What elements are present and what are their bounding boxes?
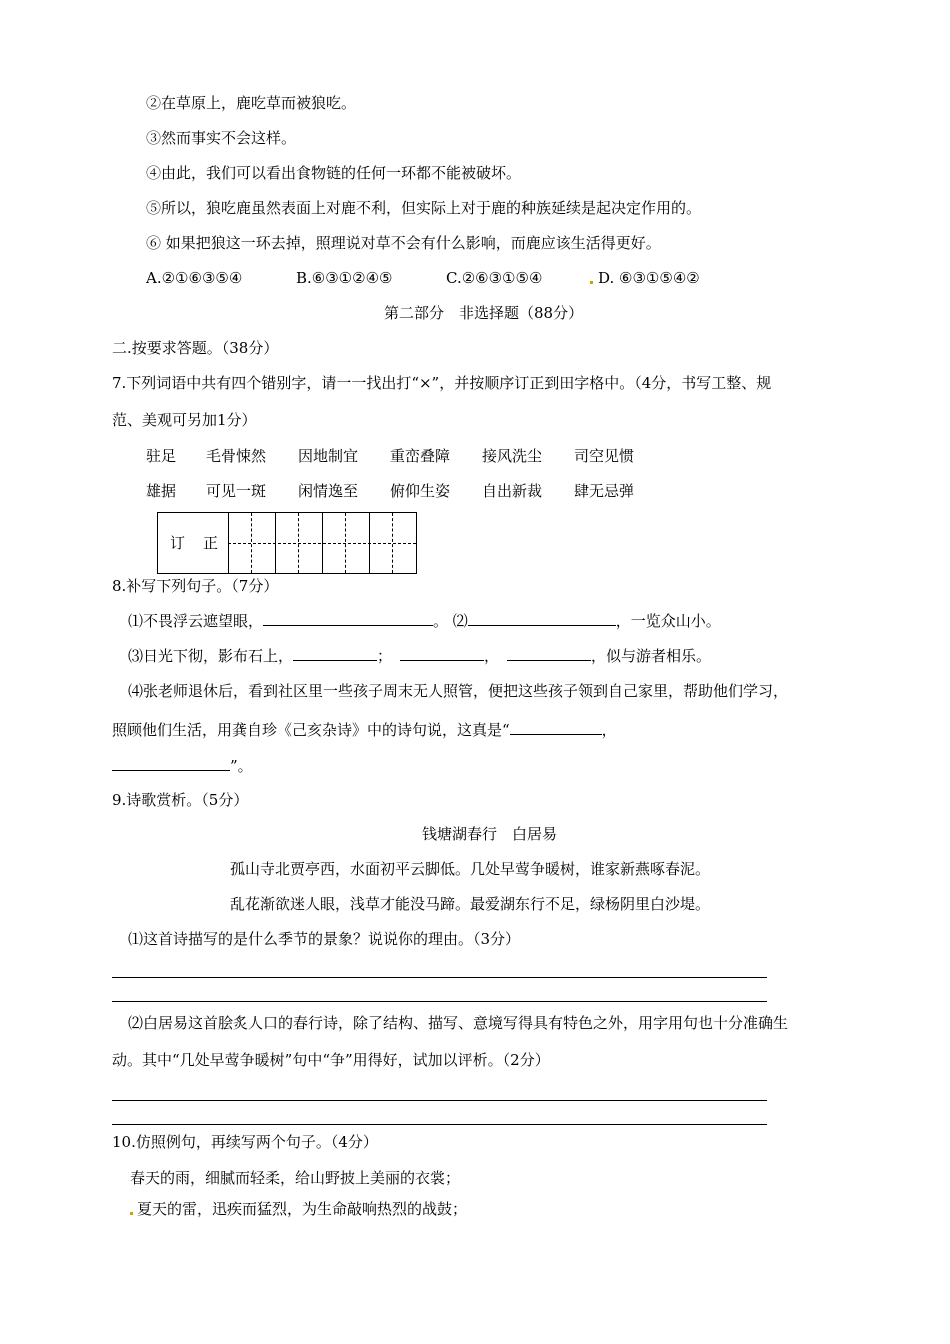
q7-word: 雄据 <box>146 482 177 500</box>
section2-heading: 二.按要求答题。（38分） <box>112 339 279 357</box>
q7-word: 俯仰生姿 <box>390 482 451 500</box>
answer-blank[interactable] <box>468 611 616 626</box>
q9-sub2-line1: ⑵白居易这首脍炙人口的春行诗，除了结构、描写、意境写得具有特色之外，用字用句也十分准确生 <box>128 1014 789 1032</box>
stray-dot <box>130 1212 133 1215</box>
q6-option-d: D. ⑥③①⑤④② <box>598 269 700 287</box>
q8-l1a: ⑴不畏浮云遮望眼， <box>128 612 264 630</box>
q6-option-c: C.②⑥③①⑤④ <box>446 269 543 287</box>
answer-line[interactable] <box>112 1001 767 1002</box>
q9-sub1: ⑴这首诗描写的是什么季节的景象？说说你的理由。（3分） <box>128 930 521 948</box>
q8-l4b: ， <box>601 721 617 739</box>
q8-line1 <box>128 611 721 631</box>
q6-option-b: B.⑥③①②④⑤ <box>296 269 393 287</box>
q7-word: 接风洗尘 <box>482 447 543 465</box>
q7-word: 司空见惯 <box>574 447 635 465</box>
q6-option-a: A.②①⑥③⑤④ <box>146 269 243 287</box>
q8-line2 <box>128 646 711 666</box>
q8-l2b: ； <box>377 647 393 665</box>
q8-l5: ”。 <box>230 757 253 775</box>
q6-sentence-3: ③然而事实不会这样。 <box>146 129 297 147</box>
q8-line3: ⑷张老师退休后，看到社区里一些孩子周末无人照管，便把这些孩子领到自己家里，帮助他们学习， <box>128 682 789 700</box>
answer-blank[interactable] <box>112 756 230 771</box>
q8-l1b: 。 ⑵ <box>433 612 468 630</box>
q7-word: 毛骨悚然 <box>206 447 267 465</box>
q8-l2c: ， <box>484 647 500 665</box>
q6-sentence-2: ②在草原上，鹿吃草而被狼吃。 <box>146 94 357 112</box>
q9-title: 9.诗歌赏析。（5分） <box>112 791 249 809</box>
answer-blank[interactable] <box>400 646 484 661</box>
correction-grid[interactable] <box>157 512 417 574</box>
grid-label: 订正 <box>170 534 237 552</box>
q8-line4 <box>112 720 617 740</box>
q9-sub2-line2: 动。其中“几处早莺争暖树”句中“争”用得好，试加以评析。（2分） <box>112 1051 550 1069</box>
q7-prompt-line2: 范、美观可另加1分） <box>112 411 257 429</box>
q7-prompt-line1: 7.下列词语中共有四个错别字，请一一找出打“×”，并按顺序订正到田字格中。（4分，书写工整、规 <box>112 374 772 392</box>
q7-word: 因地制宜 <box>298 447 359 465</box>
q7-word: 自出新裁 <box>482 482 543 500</box>
answer-blank[interactable] <box>507 646 591 661</box>
answer-blank[interactable] <box>263 611 433 626</box>
q7-word: 肆无忌弹 <box>574 482 635 500</box>
q6-sentence-5: ⑤所以，狼吃鹿虽然表面上对鹿不利，但实际上对于鹿的种族延续是起决定作用的。 <box>146 199 702 217</box>
q7-word: 重峦叠障 <box>390 447 451 465</box>
q7-word: 闲情逸至 <box>298 482 359 500</box>
answer-line[interactable] <box>112 977 767 978</box>
q7-word: 可见一斑 <box>206 482 267 500</box>
q10-title: 10.仿照例句，再续写两个句子。（4分） <box>112 1133 378 1151</box>
answer-line[interactable] <box>112 1100 767 1101</box>
q8-title: 8.补写下列句子。（7分） <box>112 577 279 595</box>
part2-title: 第二部分 非选择题（88分） <box>384 304 584 322</box>
q8-l1c: ，一览众山小。 <box>615 612 721 630</box>
poem-title: 钱塘湖春行 白居易 <box>422 825 558 843</box>
q7-word: 驻足 <box>146 447 177 465</box>
answer-blank[interactable] <box>510 720 602 735</box>
q6-sentence-6: ⑥ 如果把狼这一环去掉，照理说对草不会有什么影响，而鹿应该生活得更好。 <box>146 234 661 252</box>
q8-l4a: 照顾他们生活，用龚自珍《己亥杂诗》中的诗句说，这真是“ <box>112 721 510 739</box>
q10-example1: 春天的雨，细腻而轻柔，给山野披上美丽的衣裳； <box>130 1169 461 1187</box>
q8-l2a: ⑶日光下彻，影布石上， <box>128 647 294 665</box>
stray-dot <box>590 281 593 284</box>
q8-line5 <box>112 756 253 776</box>
answer-blank[interactable] <box>293 646 377 661</box>
answer-line[interactable] <box>112 1124 767 1125</box>
poem-line2: 乱花渐欲迷人眼，浅草才能没马蹄。最爱湖东行不足，绿杨阴里白沙堤。 <box>230 895 711 913</box>
q8-l2d: ，似与游者相乐。 <box>591 647 712 665</box>
poem-line1: 孤山寺北贾亭西，水面初平云脚低。几处早莺争暖树，谁家新燕啄春泥。 <box>230 860 711 878</box>
q6-sentence-4: ④由此，我们可以看出食物链的任何一环都不能被破坏。 <box>146 164 522 182</box>
q10-example2: 夏天的雷，迅疾而猛烈，为生命敲响热烈的战鼓； <box>137 1200 468 1218</box>
